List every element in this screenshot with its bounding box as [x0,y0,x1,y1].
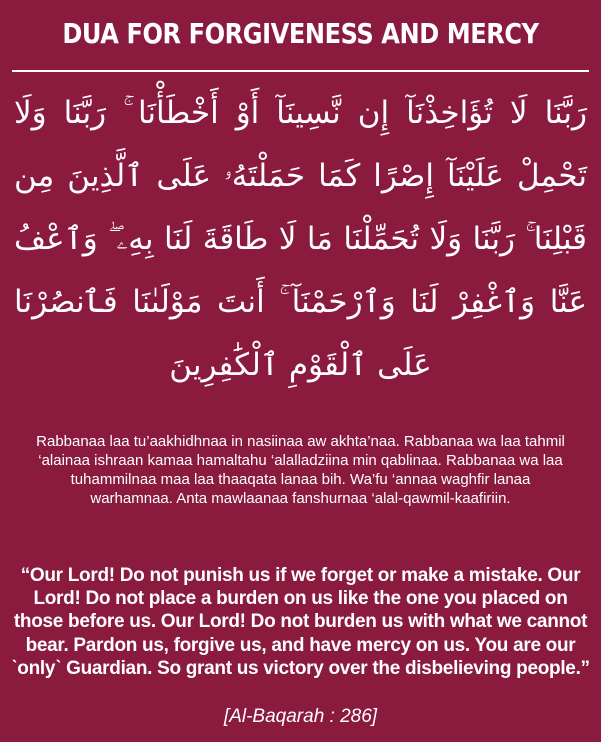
arabic-dua-text: رَبَّنَا لَا تُؤَاخِذْنَآ إِن نَّسِينَآ أَوْ أَخْطَأْنَا ۚ رَبَّنَا وَلَا تَحْمِلْ عَلَيْنَآ إِصْرًا كَمَا حَمَلْتَهُۥ عَلَى ٱلَّذِينَ مِن قَبْلِنَا ۚ رَبَّنَا وَلَا تُحَمِّلْنَا مَا لَا طَاقَةَ لَنَا بِهِۦ ۖ وَٱعْفُ عَنَّا وَٱغْفِرْ لَنَا وَٱرْحَمْنَآ ۚ أَنتَ مَوْلَىٰنَا فَٱنصُرْنَا عَلَى ٱلْقَوْمِ ٱلْكَٰفِرِينَ [14,95,587,383]
transliteration-text: Rabbanaa laa tu’aakhidhnaa in nasiinaa aw akhta’naa. Rabbanaa wa laa tahmil ‘alainaa ishraan kamaa hamaltahu ‘alalladziina min qablinaa. Rabbanaa wa laa tuhammilnaa maa laa thaaqata lanaa bih. Wa’fu ‘annaa waghfir lanaa warhamnaa. Anta mawlaanaa fanshurnaa ‘alal-qawmil-kaafiriin. [36,433,565,507]
page-title: DUA FOR FORGIVENESS AND MERCY [62,17,539,50]
title-divider [12,70,589,72]
translation-text: “Our Lord! Do not punish us if we forget or make a mistake. Our Lord! Do not place a burden on us like the one you placed on those before us. Our Lord! Do not burden us with what we cannot bear. Pardon us, forgive us, and have mercy on us. You are our ˋonlyˋ Guardian. So grant us victory over the disbelieving people.” [11,565,590,679]
verse-reference: [Al-Baqarah : 286] [223,706,378,727]
